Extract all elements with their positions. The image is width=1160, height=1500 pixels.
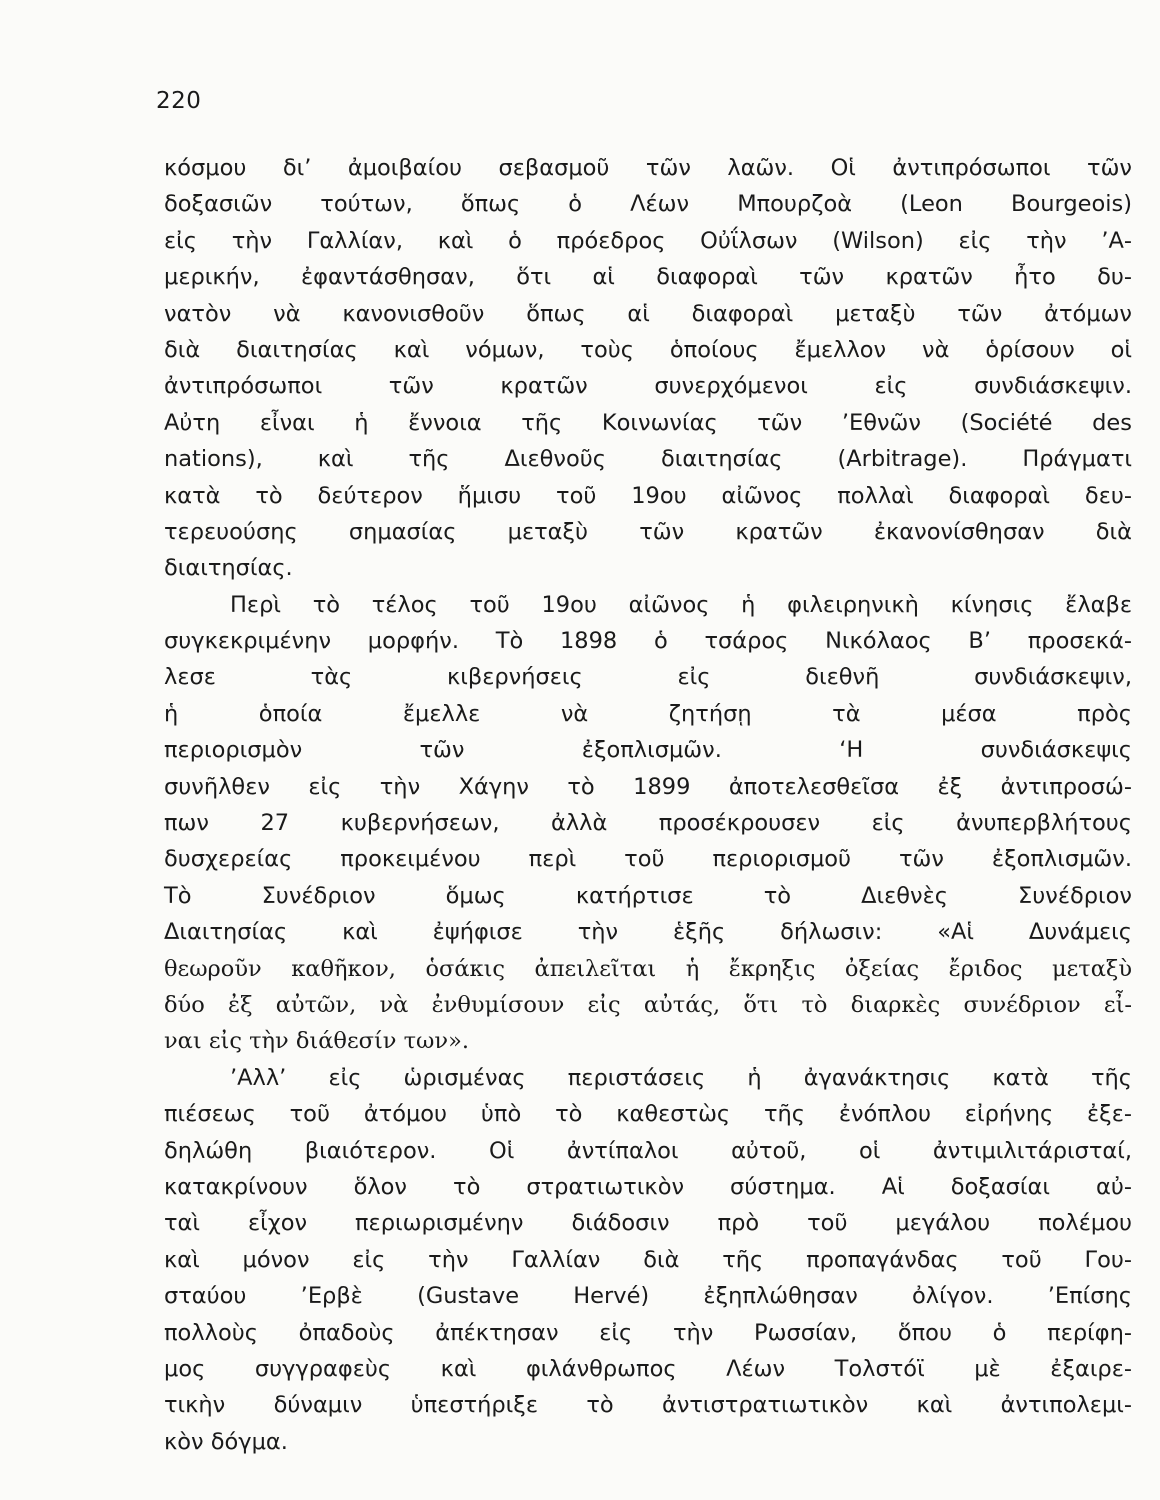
text-line: ἀντιπρόσωποι τῶν κρατῶν συνερχόμενοι εἰς συνδιάσκεψιν. bbox=[164, 373, 1132, 400]
text-line: nations), καὶ τῆς Διεθνοῦς διαιτησίας (Arbitrage). Πράγματι bbox=[164, 446, 1132, 473]
quote-line: ναι εἰς τὴν διάθεσίν των». bbox=[164, 1028, 470, 1055]
text-line: πων 27 κυβερνήσεων, ἀλλὰ προσέκρουσεν εἰς ἀνυπερβλήτους bbox=[164, 810, 1132, 837]
text-line: σταύου ’Ερβὲ (Gustave Hervé) ἐξηπλώθησαν ὀλίγον. ’Επίσης bbox=[164, 1283, 1132, 1310]
text-line: νατὸν νὰ κανονισθοῦν ὅπως αἱ διαφοραὶ μεταξὺ τῶν ἀτόμων bbox=[164, 300, 1132, 327]
text-line: κατακρίνουν ὅλον τὸ στρατιωτικὸν σύστημα. Αἱ δοξασίαι αὐ- bbox=[164, 1173, 1132, 1200]
paragraph-1 bbox=[164, 150, 1132, 587]
text-line: Περὶ τὸ τέλος τοῦ 19ου αἰῶνος ἡ φιλειρηνικὴ κίνησις ἔλαβε bbox=[230, 591, 1132, 618]
text-line: ἡ ὁποία ἔμελλε νὰ ζητήσῃ τὰ μέσα πρὸς bbox=[164, 700, 1132, 727]
text-line: τικὴν δύναμιν ὑπεστήριξε τὸ ἀντιστρατιωτικὸν καὶ ἀντιπολεμι- bbox=[164, 1392, 1132, 1419]
text-line: δυσχερείας προκειμένου περὶ τοῦ περιορισμοῦ τῶν ἐξοπλισμῶν. bbox=[164, 846, 1132, 873]
text-line: τερευούσης σημασίας μεταξὺ τῶν κρατῶν ἐκανονίσθησαν διὰ bbox=[164, 518, 1132, 545]
text-line: ’Αλλ’ εἰς ὡρισμένας περιστάσεις ἡ ἀγανάκτησις κατὰ τῆς bbox=[230, 1064, 1132, 1091]
text-line: δοξασιῶν τούτων, ὅπως ὁ Λέων Μπουρζοὰ (Leon Bourgeois) bbox=[164, 191, 1132, 218]
paragraph-3 bbox=[164, 1060, 1132, 1460]
quote-line: δύο ἐξ αὐτῶν, νὰ ἐνθυμίσουν εἰς αὐτάς, ὅτι τὸ διαρκὲς συνέδριον εἶ- bbox=[164, 991, 1132, 1018]
text-line: καὶ μόνον εἰς τὴν Γαλλίαν διὰ τῆς προπαγάνδας τοῦ Γου- bbox=[164, 1246, 1132, 1273]
text-line: ταὶ εἶχον περιωρισμένην διάδοσιν πρὸ τοῦ μεγάλου πολέμου bbox=[164, 1210, 1132, 1237]
quote-line: θεωροῦν καθῆκον, ὁσάκις ἀπειλεῖται ἡ ἔκρηξις ὀξείας ἔριδος μεταξὺ bbox=[164, 955, 1132, 982]
text-line: μερικήν, ἐφαντάσθησαν, ὅτι αἱ διαφοραὶ τῶν κρατῶν ἦτο δυ- bbox=[164, 264, 1132, 291]
text-line: διαιτησίας. bbox=[164, 555, 293, 582]
text-line: συνῆλθεν εἰς τὴν Χάγην τὸ 1899 ἀποτελεσθεῖσα ἐξ ἀντιπροσώ- bbox=[164, 773, 1132, 800]
text-line: κόσμου δι’ ἀμοιβαίου σεβασμοῦ τῶν λαῶν. Οἱ ἀντιπρόσωποι τῶν bbox=[164, 155, 1132, 181]
text-line: πιέσεως τοῦ ἀτόμου ὑπὸ τὸ καθεστὼς τῆς ἐνόπλου εἰρήνης ἐξε- bbox=[164, 1101, 1132, 1128]
text-line: πολλοὺς ὀπαδοὺς ἀπέκτησαν εἰς τὴν Ρωσσίαν, ὅπου ὁ περίφη- bbox=[164, 1319, 1132, 1346]
text-line: διὰ διαιτησίας καὶ νόμων, τοὺς ὁποίους ἔμελλον νὰ ὁρίσουν οἱ bbox=[164, 336, 1132, 363]
text-line: κατὰ τὸ δεύτερον ἥμισυ τοῦ 19ου αἰῶνος πολλαὶ διαφοραὶ δευ- bbox=[164, 482, 1132, 509]
text-line: περιορισμὸν τῶν ἐξοπλισμῶν. ‘Η συνδιάσκεψις bbox=[164, 737, 1132, 764]
body-text bbox=[164, 150, 1132, 1460]
text-line: μος συγγραφεὺς καὶ φιλάνθρωπος Λέων Τολστόϊ μὲ ἐξαιρε- bbox=[164, 1355, 1132, 1382]
text-line: συγκεκριμένην μορφήν. Τὸ 1898 ὁ τσάρος Νικόλαος Β’ προσεκά- bbox=[164, 628, 1132, 655]
text-line: Τὸ Συνέδριον ὅμως κατήρτισε τὸ Διεθνὲς Συνέδριον bbox=[164, 882, 1132, 909]
text-line: Αὐτη εἶναι ἡ ἔννοια τῆς Κοινωνίας τῶν ’Εθνῶν (Société des bbox=[164, 409, 1132, 436]
text-line: δηλώθη βιαιότερον. Οἱ ἀντίπαλοι αὐτοῦ, οἱ ἀντιμιλιτάρισταί, bbox=[164, 1137, 1132, 1164]
text-line: εἰς τὴν Γαλλίαν, καὶ ὁ πρόεδρος Οὐΐλσων (Wilson) εἰς τὴν ’Α- bbox=[164, 227, 1132, 254]
text-line: κὸν δόγμα. bbox=[164, 1428, 288, 1455]
text-line: λεσε τὰς κιβερνήσεις εἰς διεθνῆ συνδιάσκεψιν, bbox=[164, 664, 1132, 691]
paragraph-2 bbox=[164, 587, 1132, 1060]
text-line: Διαιτησίας καὶ ἐψήφισε τὴν ἑξῆς δήλωσιν: «Αἱ Δυνάμεις bbox=[164, 919, 1132, 946]
page-number: 220 bbox=[156, 88, 202, 114]
